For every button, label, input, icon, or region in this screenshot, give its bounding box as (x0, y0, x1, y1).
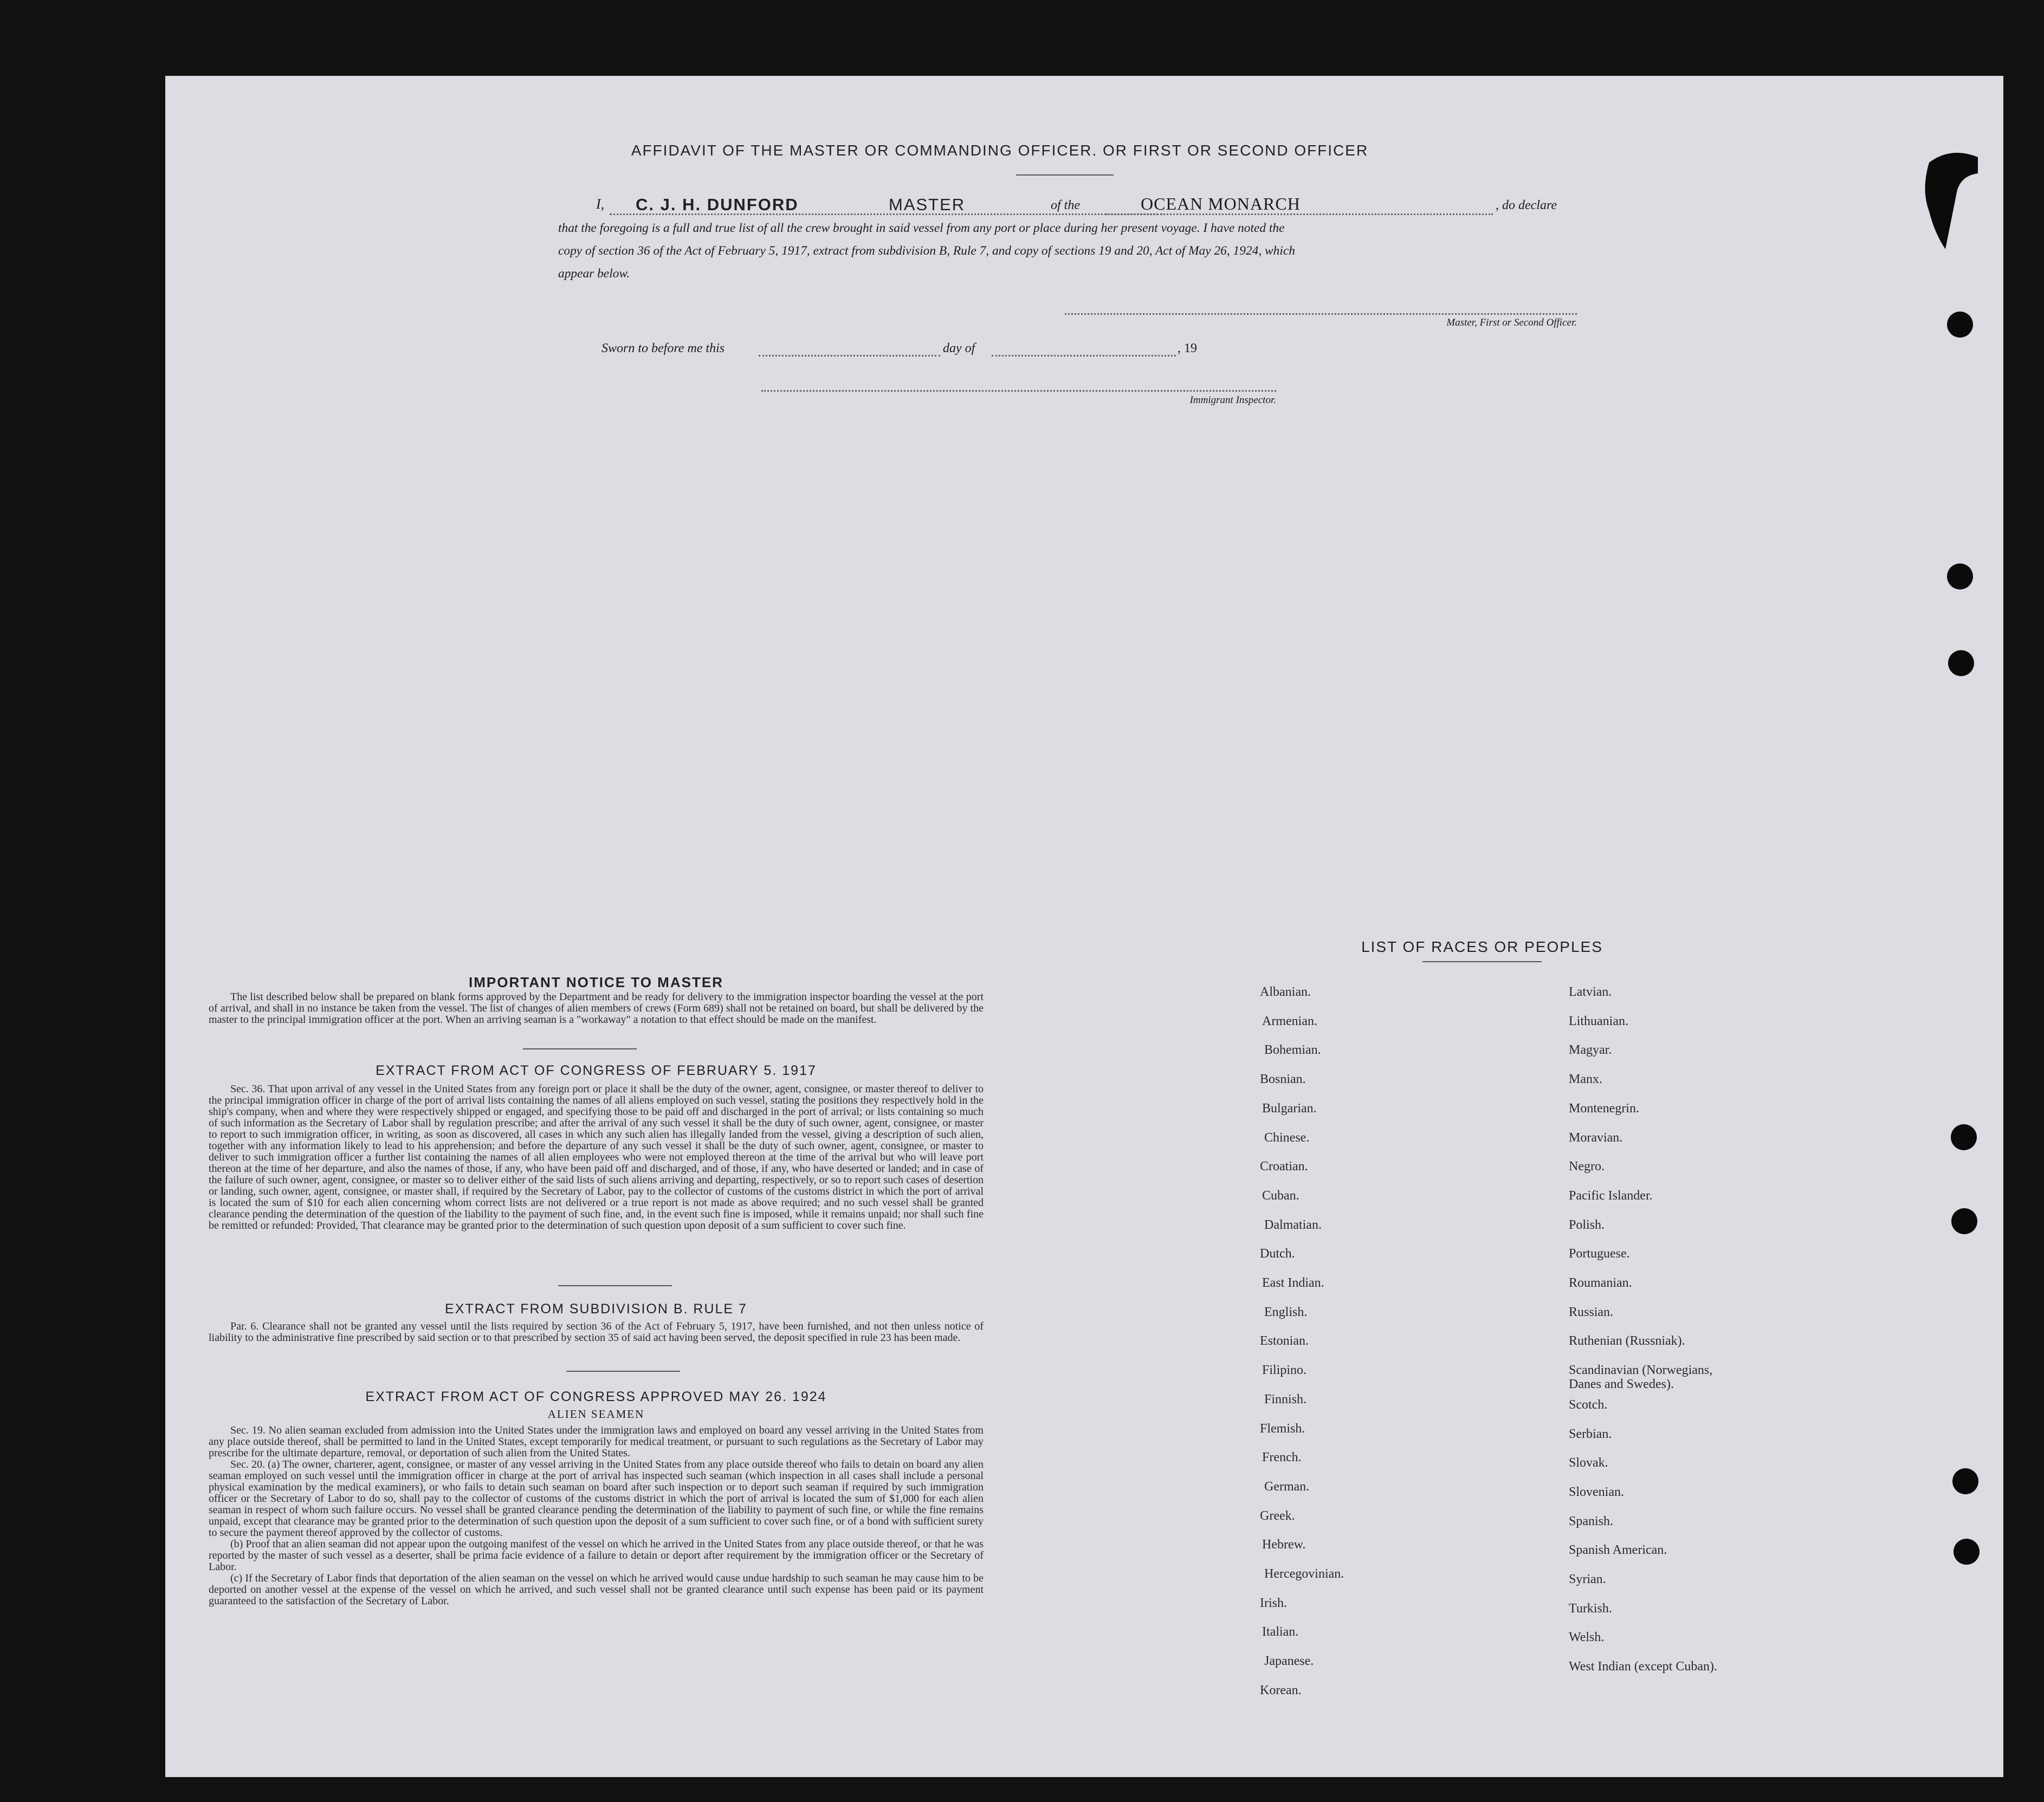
sworn-day-line (759, 355, 940, 356)
torn-corner-mark (1918, 146, 1978, 255)
race-item: Scandinavian (Norwegians, Danes and Swedes). (1569, 1363, 1713, 1392)
race-item: Croatian. (1260, 1159, 1308, 1174)
race-item: Chinese. (1264, 1130, 1310, 1145)
race-item: Negro. (1569, 1159, 1605, 1174)
race-item: East Indian. (1262, 1276, 1324, 1290)
race-item: Manx. (1569, 1072, 1602, 1087)
race-item: Cuban. (1262, 1188, 1299, 1203)
race-item: Slovak. (1569, 1456, 1608, 1470)
rule7-text (209, 1321, 984, 1344)
extract-1924-text (209, 1425, 984, 1607)
race-item: Korean. (1260, 1683, 1302, 1697)
punch-hole (1954, 1539, 1980, 1565)
punch-hole (1948, 650, 1974, 676)
race-item: Scotch. (1569, 1397, 1608, 1412)
signature-label: Master, First or Second Officer. (1446, 317, 1577, 328)
sworn-label: Sworn to before me this (601, 341, 725, 355)
extract-1917-text (209, 1084, 984, 1231)
of-the-label: of the (1049, 198, 1082, 213)
extract-1924-title: EXTRACT FROM ACT OF CONGRESS APPROVED MAY 26. 1924 (365, 1389, 827, 1404)
extract-1917-paragraph: Sec. 36. That upon arrival of any vessel in the United States from any foreign port or place it shall be the duty of the owner, agent, consignee, or master thereof to deliver to the principal immigration officer in charge of the port of arrival lists containing the names of all aliens employed on such vessel, stating the positions they respectively hold in the ship's company, when and where they were respectively shipped or engaged, and specifying those to be paid off and discharged in the port of arrival; or lists containing so much of such information as the Secretary of Labor shall by regulation prescribe; and after the arrival of any such vessel it shall be the duty of such owner, agent, consignee, or master to report to such immigration officer, in writing, as soon as discovered, all cases in which any such alien has illegally landed from the vessel, giving a description of such alien, together with any information likely to lead to his apprehension; and before the departure of any such vessel it shall be the duty of such owner, agent, consignee, or master to deliver to such immigration officer a further list containing the names of all alien employees who were not employed thereon at the time of the arrival but who will leave port thereon at the time of her departure, and also the names of those, if any, who have been paid off and discharged, and of those, if any, who have deserted or landed; and in case of the failure of such owner, agent, consignee, or master so to deliver either of the said lists of such aliens arriving and departing, respectively, or so to report such cases of desertion or landing, such owner, agent, consignee, or master shall, if required by the Secretary of Labor, pay to the collector of customs of the customs district in which the port of arrival is located the sum of $10 for each alien concerning whom correct lists are not delivered or a true report is not made as above required; and no such vessel shall be granted clearance pending the determination of the question of the liability to the payment of such fine, and, in the event such fine is imposed, while it remains unpaid; nor shall such fine be remitted or refunded: Provided, That clearance may be granted prior to the determination of such question upon deposit of a sum sufficient to cover such fine. (209, 1083, 984, 1231)
extract-1917-title: EXTRACT FROM ACT OF CONGRESS OF FEBRUARY 5. 1917 (376, 1063, 817, 1078)
race-item: Hercegovinian. (1264, 1567, 1344, 1581)
form-sheet (165, 76, 2003, 1777)
punch-hole (1947, 312, 1973, 338)
race-item: Dalmatian. (1264, 1217, 1322, 1232)
inspector-label: Immigrant Inspector. (1189, 394, 1276, 406)
sec-19-paragraph: Sec. 19. No alien seaman excluded from admission into the United States under the immigration laws and employed on board any vessel arriving in the United States from any place outside thereof, shall be permitted to land in the United States, except temporarily for medical treatment, or pursuant to such regulations as the Secretary of Labor may prescribe for the ultimate departure, removal, or deportation of such alien from the United States. (209, 1424, 984, 1459)
rule7-title: EXTRACT FROM SUBDIVISION B. RULE 7 (445, 1301, 747, 1317)
race-item: German. (1264, 1479, 1310, 1494)
race-item: Russian. (1569, 1305, 1614, 1319)
race-item: Ruthenian (Russniak). (1569, 1334, 1685, 1349)
race-item: English. (1264, 1305, 1308, 1319)
race-item: Armenian. (1262, 1014, 1317, 1028)
race-item: Irish. (1260, 1596, 1287, 1610)
race-item: Roumanian. (1569, 1276, 1632, 1290)
race-item: Serbian. (1569, 1427, 1612, 1441)
vessel-name: OCEAN MONARCH (1141, 194, 1301, 213)
punch-hole (1951, 1208, 1977, 1234)
race-item: Finnish. (1264, 1392, 1307, 1406)
rule7-divider (566, 1371, 680, 1372)
sworn-month-line (992, 355, 1176, 356)
race-item: Portuguese. (1569, 1247, 1630, 1261)
affidavit-title: AFFIDAVIT OF THE MASTER OR COMMANDING OFFICER. OR FIRST OR SECOND OFFICER (631, 142, 1369, 159)
notice-text (209, 991, 984, 1026)
race-item: Greek. (1260, 1508, 1295, 1523)
inspector-line (761, 390, 1276, 392)
race-item: French. (1262, 1450, 1302, 1465)
race-item: Moravian. (1569, 1130, 1623, 1145)
rule7-paragraph: Par. 6. Clearance shall not be granted any vessel until the lists required by section 36 of the Act of February 5, 1917, have been furnished, and not then unless notice of liability to the administrative fine prescribed by said section or to that prescribed by section 35 of said act having been served, the deposit specified in rule 23 has been made. (209, 1320, 984, 1344)
punch-hole (1952, 1468, 1978, 1494)
race-item: Filipino. (1262, 1363, 1307, 1378)
race-item: Bohemian. (1264, 1043, 1321, 1058)
notice-title: IMPORTANT NOTICE TO MASTER (469, 974, 723, 990)
races-divider (1422, 961, 1542, 962)
race-item: Syrian. (1569, 1572, 1606, 1587)
race-item: Magyar. (1569, 1043, 1612, 1058)
year-label: , 19 (1178, 341, 1197, 355)
race-item: Latvian. (1569, 985, 1612, 999)
alien-seamen-subtitle: ALIEN SEAMEN (547, 1408, 645, 1421)
sec-20a-paragraph: Sec. 20. (a) The owner, charterer, agent, consignee, or master of any vessel arriving in the United States from any place outside thereof who fails to detain on board any alien seaman employed on such vessel until the immigration officer in charge at the port of arrival has inspected such seaman (which inspection in all cases shall include a personal physical examination by the medical examiners), or who fails to detain such seaman on board after such inspection or to deport such seaman if required by such immigration officer or the Secretary of Labor to do so, shall pay to the collector of customs of the customs district in which the port of arrival is located the sum of $1,000 for each alien seaman in respect of whom such failure occurs. No vessel shall be granted clearance pending the determination of the liability to payment of such fine, or while the fine remains unpaid, except that clearance may be granted prior to the determination of such question upon the deposit of a sum sufficient to cover such fine, or of a bond with sufficient surety to secure the payment thereof approved by the collector of customs. (209, 1459, 984, 1539)
punch-hole (1947, 563, 1973, 589)
extract-1917-divider (558, 1285, 672, 1286)
notice-paragraph: The list described below shall be prepared on blank forms approved by the Department and be ready for delivery to the immigration inspector boarding the vessel at the port of arrival, and shall in no instance be taken from the vessel. The list of changes of alien members of crews (Form 689) shall not be retained on board, but shall be delivered by the master to the principal immigration officer at the port. When an arriving seaman is a "workaway" a notation to that effect should be made on the manifest. (209, 991, 984, 1026)
race-item: Pacific Islander. (1569, 1188, 1653, 1203)
race-item: Hebrew. (1262, 1538, 1306, 1552)
affidavit-body-3: appear below. (558, 267, 630, 281)
race-item: Montenegrin. (1569, 1101, 1639, 1116)
race-item: Bulgarian. (1262, 1101, 1317, 1116)
punch-hole (1951, 1124, 1977, 1150)
race-item: Albanian. (1260, 985, 1311, 999)
race-item: Spanish. (1569, 1514, 1614, 1528)
race-item: Bosnian. (1260, 1072, 1306, 1087)
race-item: Japanese. (1264, 1654, 1314, 1669)
affidavit-prefix: I, (596, 196, 605, 212)
affidavit-body-2: copy of section 36 of the Act of February 5, 1917, extract from subdivision B, Rule 7, and copy of sections 19 and 20, Act of May 26, 1924, which (558, 244, 1295, 258)
race-item: West Indian (except Cuban). (1569, 1660, 1717, 1674)
race-item: Polish. (1569, 1217, 1605, 1232)
sec-20b-paragraph: (b) Proof that an alien seaman did not appear upon the outgoing manifest of the vessel on which he arrived in the United States from any place outside thereof, or that he was reported by the master of such vessel as a deserter, shall be prima facie evidence of a failure to detain or deport after requirement by the immigration officer or the Secretary of Labor. (209, 1538, 984, 1573)
master-rank: MASTER (889, 195, 966, 214)
master-name: C. J. H. DUNFORD (636, 195, 799, 214)
race-item: Lithuanian. (1569, 1014, 1628, 1028)
race-item: Welsh. (1569, 1630, 1605, 1645)
race-item: Spanish American. (1569, 1543, 1667, 1558)
race-item: Italian. (1262, 1625, 1299, 1639)
signature-line (1065, 313, 1577, 315)
races-title: LIST OF RACES OR PEOPLES (1361, 938, 1603, 955)
race-item: Slovenian. (1569, 1485, 1624, 1499)
title-divider (1016, 174, 1114, 176)
race-item: Dutch. (1260, 1247, 1295, 1261)
affidavit-body-1: that the foregoing is a full and true list of all the crew brought in said vessel from any port or place during her present voyage. I have noted the (558, 221, 1285, 235)
race-item: Flemish. (1260, 1421, 1305, 1436)
notice-divider (523, 1048, 637, 1049)
race-item: Turkish. (1569, 1601, 1612, 1616)
race-item: Estonian. (1260, 1334, 1309, 1349)
sec-20c-paragraph: (c) If the Secretary of Labor finds that deportation of the alien seaman on the vessel on which he arrived would cause undue hardship to such seaman he may cause him to be deported on another vessel at the expense of the vessel on which he arrived, and such vessel shall not be granted clearance until such expense has been paid or its payment guaranteed to the satisfaction of the Secretary of Labor. (209, 1572, 984, 1607)
day-of-label: day of (943, 341, 975, 355)
do-declare-label: , do declare (1496, 198, 1557, 212)
